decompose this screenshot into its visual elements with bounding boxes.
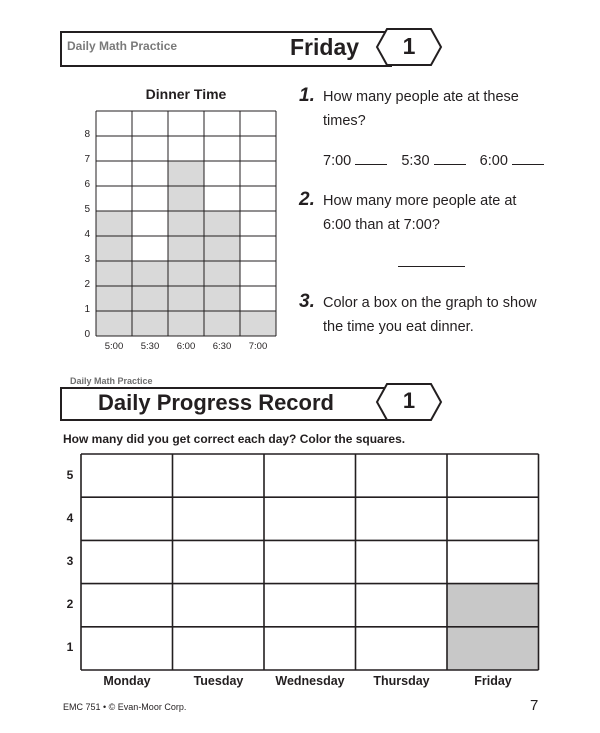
question-1-number: 1. bbox=[299, 85, 315, 106]
chart-x-tick: 6:30 bbox=[212, 341, 232, 352]
progress-cell[interactable] bbox=[356, 540, 448, 583]
progress-cell[interactable] bbox=[81, 627, 173, 670]
chart-x-tick: 6:00 bbox=[176, 341, 196, 352]
bar-630 bbox=[204, 211, 240, 336]
chart-y-tick: 7 bbox=[84, 154, 90, 165]
progress-cell[interactable] bbox=[356, 627, 448, 670]
footer-copyright: EMC 751 • © Evan-Moor Corp. bbox=[63, 702, 187, 712]
question-1-line1: How many people ate at these bbox=[323, 89, 519, 105]
answer-label-700: 7:00 bbox=[323, 153, 352, 169]
chart-y-tick: 8 bbox=[84, 129, 90, 140]
progress-cell[interactable] bbox=[264, 627, 356, 670]
progress-cell[interactable] bbox=[356, 454, 448, 497]
answer-blank-600[interactable] bbox=[512, 164, 544, 165]
progress-cell[interactable] bbox=[173, 627, 265, 670]
question-3-line1: Color a box on the graph to show bbox=[323, 295, 537, 311]
chart-title: Dinner Time bbox=[145, 86, 227, 102]
progress-instruction: How many did you get correct each day? Color the squares. bbox=[63, 432, 406, 446]
chart-x-tick: 5:00 bbox=[104, 341, 124, 352]
progress-cell[interactable] bbox=[81, 497, 173, 540]
bar-600 bbox=[168, 161, 204, 336]
progress-cell[interactable] bbox=[356, 497, 448, 540]
progress-day-label: Thursday bbox=[373, 674, 430, 688]
bar-700 bbox=[240, 311, 276, 336]
progress-row-label: 1 bbox=[66, 640, 74, 655]
header-series-label: Daily Math Practice bbox=[67, 39, 178, 53]
progress-row-label: 4 bbox=[66, 510, 74, 525]
question-3-line2: the time you eat dinner. bbox=[323, 319, 474, 335]
chart-y-tick: 3 bbox=[84, 254, 90, 265]
progress-cell[interactable] bbox=[173, 540, 265, 583]
progress-cell-filled[interactable] bbox=[447, 627, 539, 670]
progress-cell[interactable] bbox=[356, 584, 448, 627]
progress-cell[interactable] bbox=[264, 454, 356, 497]
bar-500 bbox=[96, 211, 132, 336]
progress-cell[interactable] bbox=[447, 497, 539, 540]
progress-cell[interactable] bbox=[264, 497, 356, 540]
progress-day-label: Friday bbox=[474, 674, 512, 688]
question-2-number: 2. bbox=[299, 189, 315, 210]
progress-cell[interactable] bbox=[173, 584, 265, 627]
progress-cell[interactable] bbox=[264, 584, 356, 627]
progress-cell[interactable] bbox=[81, 584, 173, 627]
answer-label-600: 6:00 bbox=[479, 153, 508, 169]
progress-day-label: Monday bbox=[103, 674, 151, 688]
progress-cell[interactable] bbox=[264, 540, 356, 583]
progress-title: Daily Progress Record bbox=[98, 390, 334, 415]
progress-cell-filled[interactable] bbox=[447, 584, 539, 627]
chart-y-tick: 5 bbox=[84, 204, 90, 215]
answer-blank-700[interactable] bbox=[355, 164, 387, 165]
question-2-answer-blank[interactable] bbox=[398, 266, 465, 267]
progress-grid bbox=[79, 452, 543, 674]
dinner-time-chart bbox=[94, 109, 278, 337]
answer-row bbox=[323, 149, 544, 173]
progress-cell[interactable] bbox=[447, 454, 539, 497]
chart-y-tick: 2 bbox=[84, 279, 90, 290]
progress-series-label: Daily Math Practice bbox=[70, 376, 153, 386]
answer-blank-530[interactable] bbox=[434, 164, 466, 165]
chart-y-tick: 1 bbox=[84, 304, 90, 315]
chart-x-tick: 7:00 bbox=[248, 341, 268, 352]
question-3-number: 3. bbox=[299, 291, 315, 312]
progress-day-label: Tuesday bbox=[193, 674, 244, 688]
chart-y-tick: 6 bbox=[84, 179, 90, 190]
page-number: 7 bbox=[530, 697, 539, 714]
progress-cell[interactable] bbox=[173, 454, 265, 497]
day-title: Friday bbox=[290, 34, 360, 60]
progress-row-label: 3 bbox=[66, 554, 74, 568]
progress-cell[interactable] bbox=[447, 540, 539, 583]
answer-label-530: 5:30 bbox=[401, 153, 430, 169]
chart-y-tick: 4 bbox=[84, 229, 90, 240]
progress-week-number: 1 bbox=[402, 388, 416, 413]
question-2-line2: 6:00 than at 7:00? bbox=[323, 217, 440, 233]
progress-cell[interactable] bbox=[173, 497, 265, 540]
bar-530 bbox=[132, 261, 168, 336]
progress-cell[interactable] bbox=[81, 454, 173, 497]
progress-row-label: 2 bbox=[66, 597, 74, 612]
progress-cell[interactable] bbox=[81, 540, 173, 583]
chart-x-tick: 5:30 bbox=[140, 341, 160, 352]
week-number: 1 bbox=[402, 33, 416, 59]
progress-row-label: 5 bbox=[66, 467, 74, 482]
chart-y-tick: 0 bbox=[84, 329, 90, 340]
question-2-line1: How many more people ate at bbox=[323, 193, 517, 209]
question-1-line2: times? bbox=[323, 113, 366, 129]
progress-day-label: Wednesday bbox=[275, 674, 345, 688]
